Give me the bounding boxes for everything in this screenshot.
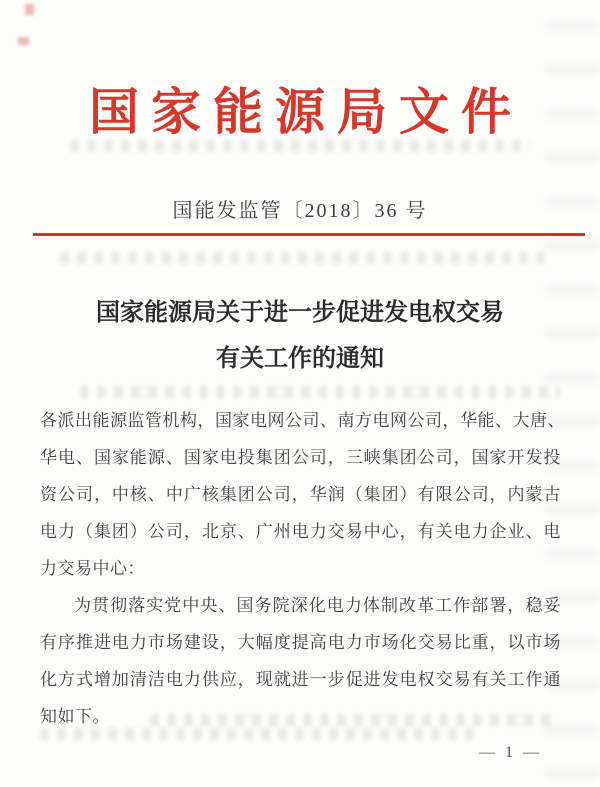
body-line: 知如下。: [40, 707, 110, 726]
body-line: 为贯彻落实党中央、国务院深化电力体制改革工作部署，稳妥: [74, 596, 561, 615]
document-number: 国能发监管〔2018〕36 号: [172, 200, 428, 222]
document-title-line1: 国家能源局关于进一步促进发电权交易: [96, 300, 504, 326]
body-line: 各派出能源监管机构，国家电网公司、南方电网公司，华能、大唐、: [40, 411, 565, 430]
document-title-line2: 有关工作的通知: [216, 346, 384, 372]
body-line: 力交易中心：: [40, 559, 145, 578]
body-line: 电力（集团）公司，北京、广州电力交易中心，有关电力企业、电: [40, 522, 561, 541]
body-line: 资公司，中核、中广核集团公司，华润（集团）有限公司，内蒙古: [40, 485, 561, 504]
document-title: [0, 290, 600, 382]
body-line: 化方式增加清洁电力供应，现就进一步促进发电权交易有关工作通: [40, 670, 561, 689]
body-line: 华电、国家能源、国家电投集团公司，三峡集团公司，国家开发投: [40, 448, 561, 467]
red-divider-line: [33, 233, 585, 236]
bleed-through-artifact: [80, 386, 560, 398]
red-smudge-artifact: [18, 37, 29, 45]
document-body: [40, 402, 565, 735]
bleed-through-artifact: [60, 252, 545, 264]
body-line: 有序推进电力市场建设，大幅度提高电力市场化交易比重，以市场: [40, 633, 561, 652]
page-number: — 1 —: [479, 744, 542, 761]
red-smudge-artifact: [25, 4, 34, 15]
masthead-title: 国家能源局文件: [89, 84, 523, 140]
